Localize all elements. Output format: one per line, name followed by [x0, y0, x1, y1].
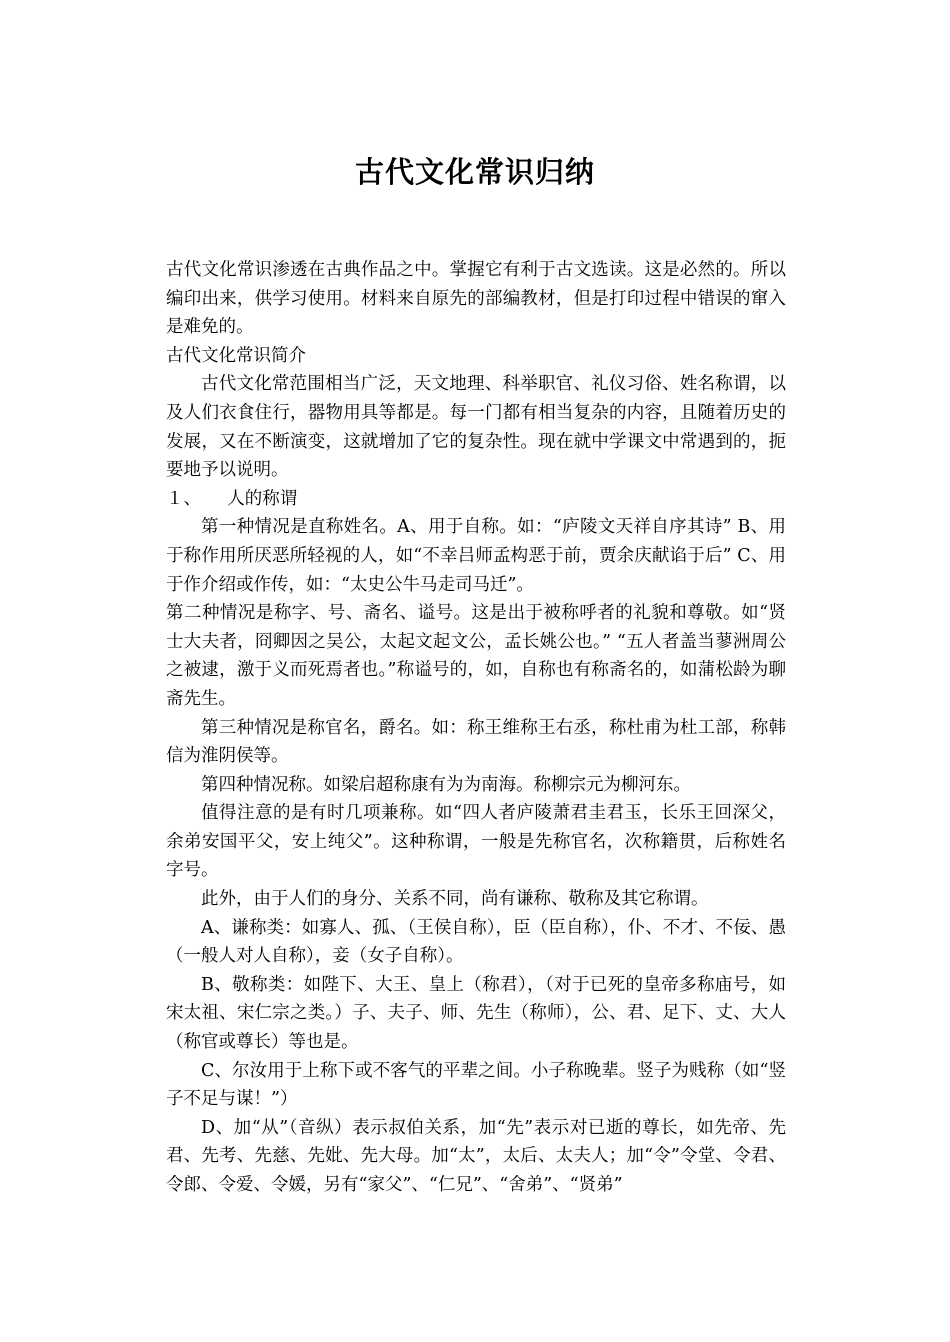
intro-paragraph: 古代文化常识渗透在古典作品之中。掌握它有利于古文选读。这是必然的。所以编印出来，供学习使用。材料来自原先的部编教材，但是打印过程中错误的窜入是难免的。: [166, 260, 786, 338]
paragraph-fourth-case: 第四种情况称。如梁启超称康有为为南海。称柳宗元为柳河东。: [201, 774, 691, 795]
paragraph-first-case: 第一种情况是直称姓名。A、用于自称。如：“庐陵文天祥自序其诗” B、用于称作用所厌恶所轻视的人，如“不幸吕师孟构恶于前，贾余庆献谄于后” C、用于作介绍或作传，如：“太史公牛马走司马迁”。: [166, 517, 786, 595]
paragraph-third-case: 第三种情况是称官名，爵名。如：称王维称王右丞，称杜甫为杜工部，称韩信为淮阴侯等。: [166, 717, 786, 767]
section-heading: 古代文化常识简介: [166, 345, 306, 366]
paragraph-other-titles: 此外，由于人们的身分、关系不同，尚有谦称、敬称及其它称谓。: [201, 889, 709, 910]
subsection-heading: １、 人的称谓: [166, 488, 298, 509]
paragraph-informal-titles: C、尔汝用于上称下或不客气的平辈之间。小子称晚辈。竖子为贱称（如“竖子不足与谋！”）: [166, 1060, 786, 1110]
paragraph-prefix-titles: D、加“从”（音纵）表示叔伯关系，加“先”表示对已逝的尊长，如先帝、先君、先考、先慈、先妣、先大母。加“太”，太后、太夫人；加“令”令堂、令君、令郎、令爱、令媛，另有“家父”、“仁兄”、“舍弟”、“贤弟”: [166, 1117, 786, 1195]
document-title: 古代文化常识归纳: [354, 155, 595, 189]
document-body: [166, 256, 786, 1200]
overview-paragraph: 古代文化常范围相当广泛，天文地理、科举职官、礼仪习俗、姓名称谓，以及人们衣食住行，器物用具等都是。每一门都有相当复杂的内容，且随着历史的发展，又在不断演变，这就增加了它的复杂性。现在就中学课文中常遇到的，扼要地予以说明。: [166, 374, 786, 481]
paragraph-combined-titles: 值得注意的是有时几项兼称。如“四人者庐陵萧君圭君玉，长乐王回深父，余弟安国平父，安上纯父”。这种称谓，一般是先称官名，次称籍贯，后称姓名字号。: [166, 803, 786, 881]
paragraph-humble-titles: A、谦称类：如寡人、孤、（王侯自称），臣（臣自称），仆、不才、不佞、愚（一般人对人自称），妾（女子自称）。: [166, 917, 786, 967]
paragraph-second-case: 第二种情况是称字、号、斋名、谥号。这是出于被称呼者的礼貌和尊敬。如“贤士大夫者，冏卿因之吴公，太起文起文公，孟长姚公也。” “五人者盖当蓼洲周公之被逮，激于义而死焉者也。”称谥号的，如，自称也有称斋名的，如蒲松龄为聊斋先生。: [166, 603, 786, 709]
paragraph-honorific-titles: B、敬称类：如陛下、大王、皇上（称君），（对于已死的皇帝多称庙号，如宋太祖、宋仁宗之类。）子、夫子、师、先生（称师），公、君、足下、丈、大人（称官或尊长）等也是。: [166, 974, 786, 1053]
